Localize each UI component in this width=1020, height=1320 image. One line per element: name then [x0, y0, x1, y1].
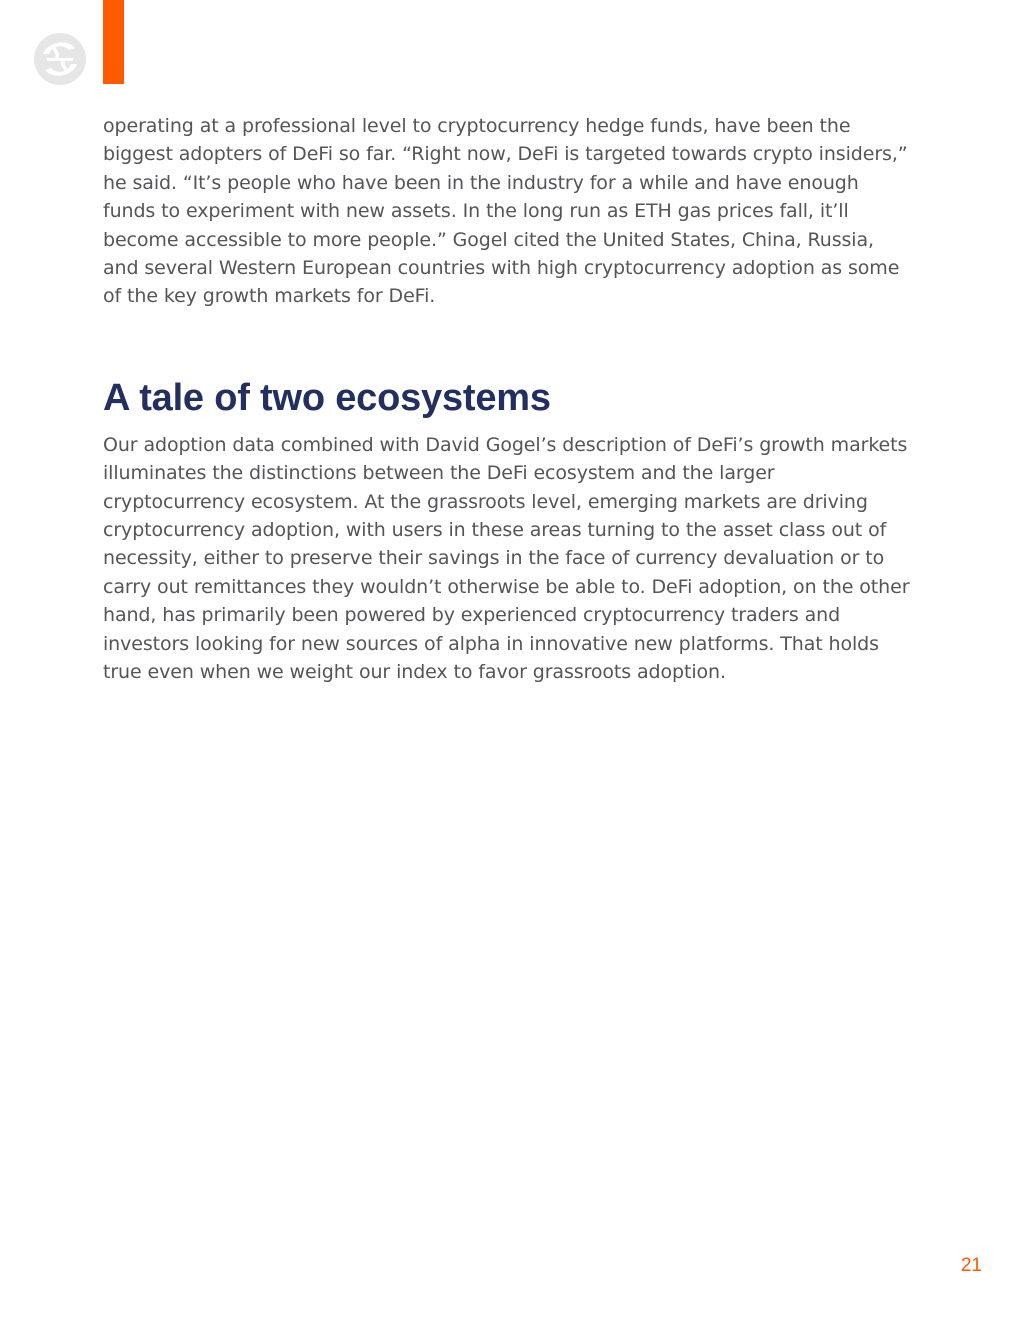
page-number: 21 — [960, 1255, 982, 1276]
article-body — [103, 112, 913, 687]
chainalysis-logo-icon — [33, 32, 87, 86]
accent-bar — [103, 0, 124, 84]
intro-paragraph: operating at a professional level to cryptocurrency hedge funds, have been the biggest adopters of DeFi so far. “Right now, DeFi is targeted towards crypto insiders,” he said. “It’s people who have been in the industry for a while and have enough funds to experiment with new assets. In the long run as ETH gas prices fall, it’ll become accessible to more people.” Gogel cited the United States, China, Russia, and several Western European countries with high cryptocurrency adoption as some of the key growth markets for DeFi. — [103, 115, 908, 308]
section-paragraph: Our adoption data combined with David Gogel’s description of DeFi’s growth markets illuminates the distinctions between the DeFi ecosystem and the larger cryptocurrency ecosystem. At the grassroots level, emerging markets are driving cryptocurrency adoption, with users in these areas turning to the asset class out of necessity, either to preserve their savings in the face of currency devaluation or to carry out remittances they wouldn’t otherwise be able to. DeFi adoption, on the other hand, has primarily been powered by experienced cryptocurrency traders and investors looking for new sources of alpha in innovative new platforms. That holds true even when we weight our index to favor grassroots adoption. — [103, 433, 910, 684]
section-heading: A tale of two ecosystems — [103, 376, 551, 419]
